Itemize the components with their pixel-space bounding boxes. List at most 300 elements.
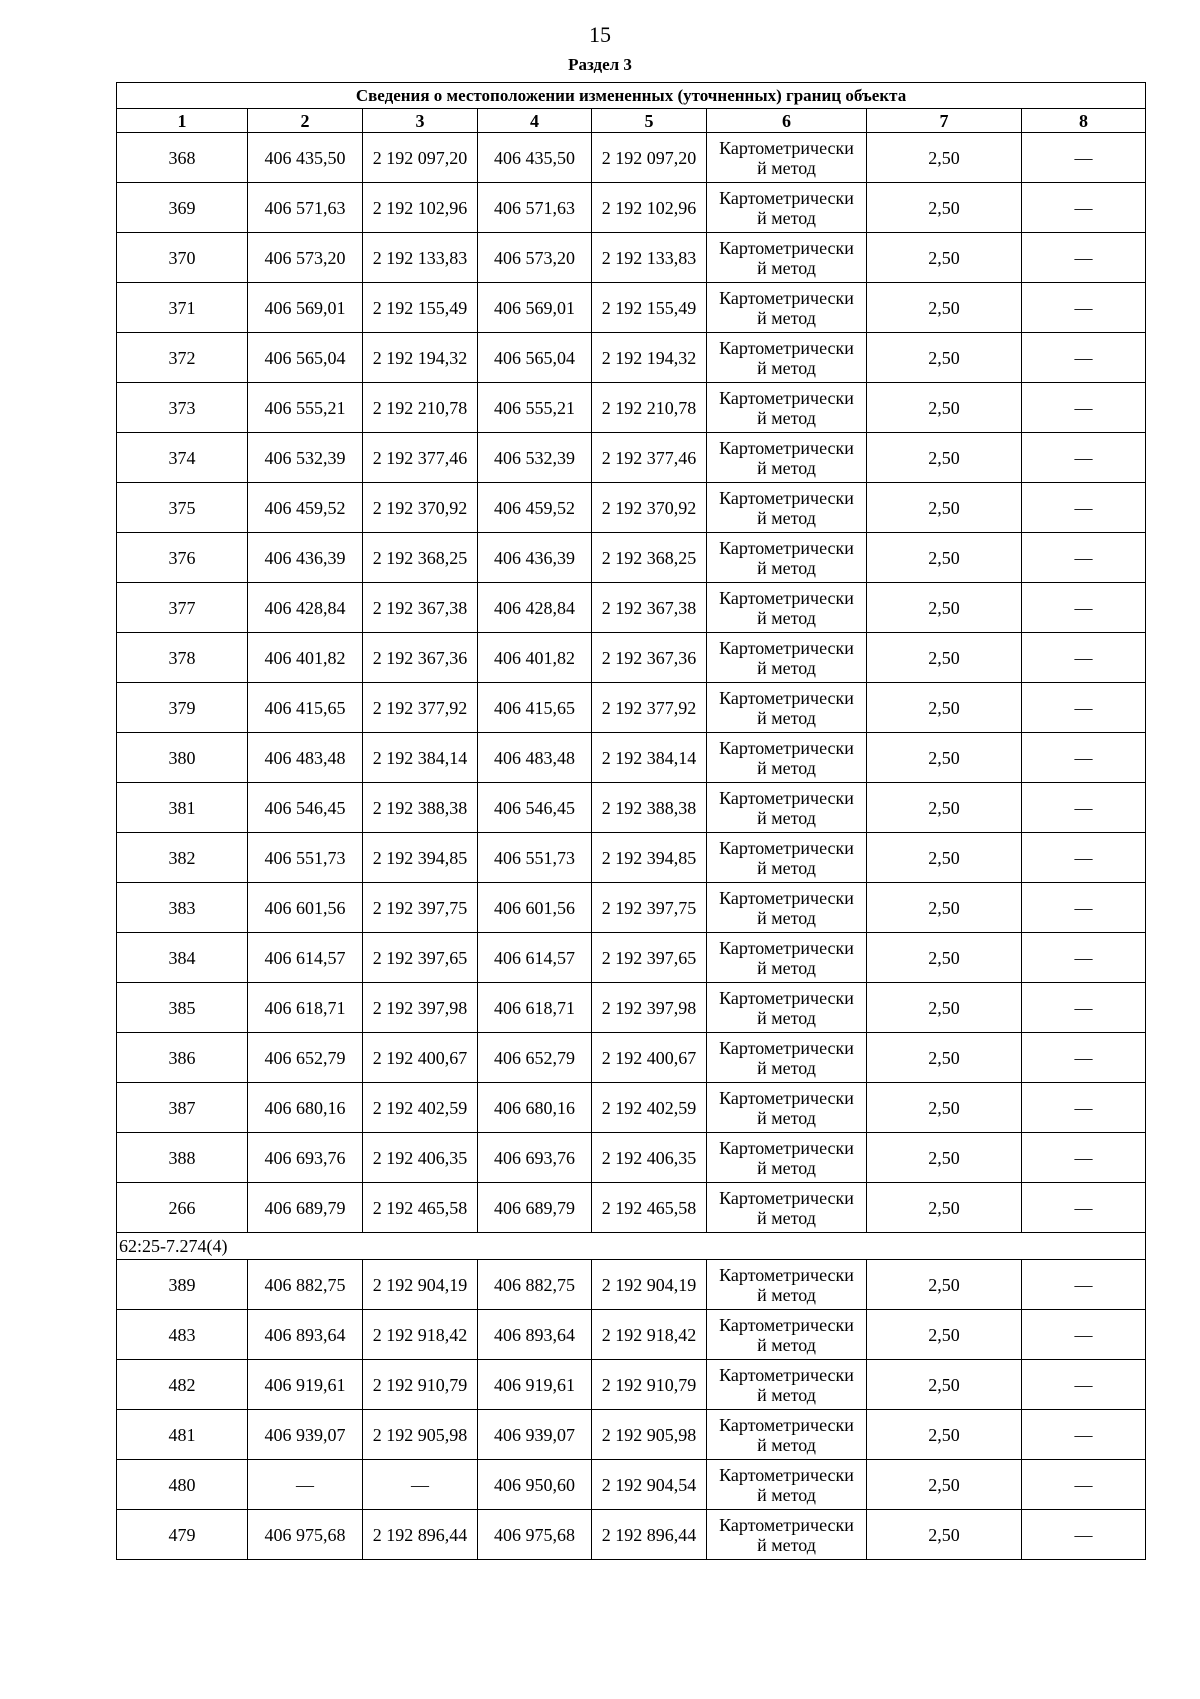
y-old-cell: 2 192 910,79 xyxy=(363,1360,478,1410)
y-old-cell: 2 192 367,36 xyxy=(363,633,478,683)
x-old-cell: 406 551,73 xyxy=(248,833,363,883)
table-row xyxy=(117,433,1146,483)
y-new-cell: 2 192 367,36 xyxy=(592,633,707,683)
x-old-cell: 406 483,48 xyxy=(248,733,363,783)
method-text-line1: Картометрически xyxy=(719,1464,854,1485)
method-text-line2: й метод xyxy=(757,157,816,178)
method-cell xyxy=(707,1033,867,1083)
accuracy-cell: 2,50 xyxy=(867,333,1022,383)
y-new-cell: 2 192 384,14 xyxy=(592,733,707,783)
note-cell: — xyxy=(1022,633,1146,683)
x-new-cell: 406 565,04 xyxy=(478,333,592,383)
method-text-line1: Картометрически xyxy=(719,487,854,508)
x-new-cell: 406 919,61 xyxy=(478,1360,592,1410)
method-text-line1: Картометрически xyxy=(719,1514,854,1535)
x-new-cell: 406 693,76 xyxy=(478,1133,592,1183)
method-text-line2: й метод xyxy=(757,1334,816,1355)
method-text-line2: й метод xyxy=(757,357,816,378)
table-title: Сведения о местоположении измененных (уточненных) границ объекта xyxy=(117,83,1146,109)
x-old-cell: 406 573,20 xyxy=(248,233,363,283)
accuracy-cell: 2,50 xyxy=(867,1360,1022,1410)
column-number: 5 xyxy=(592,109,707,133)
method-cell xyxy=(707,1410,867,1460)
point-cell: 383 xyxy=(117,883,248,933)
method-cell xyxy=(707,1360,867,1410)
method-text-line2: й метод xyxy=(757,957,816,978)
point-cell: 368 xyxy=(117,133,248,183)
group-label: 62:25-7.274(4) xyxy=(117,1233,1146,1260)
note-cell: — xyxy=(1022,1360,1146,1410)
table-row xyxy=(117,233,1146,283)
y-old-cell: 2 192 918,42 xyxy=(363,1310,478,1360)
method-text-line2: й метод xyxy=(757,607,816,628)
table-row xyxy=(117,183,1146,233)
y-old-cell: 2 192 368,25 xyxy=(363,533,478,583)
x-old-cell: 406 436,39 xyxy=(248,533,363,583)
table-row xyxy=(117,1310,1146,1360)
note-cell: — xyxy=(1022,1510,1146,1560)
y-old-cell: 2 192 102,96 xyxy=(363,183,478,233)
group-row xyxy=(117,1233,1146,1260)
x-new-cell: 406 401,82 xyxy=(478,633,592,683)
table-row xyxy=(117,583,1146,633)
method-text-line2: й метод xyxy=(757,407,816,428)
point-cell: 373 xyxy=(117,383,248,433)
accuracy-cell: 2,50 xyxy=(867,1510,1022,1560)
method-text-line1: Картометрически xyxy=(719,337,854,358)
note-cell: — xyxy=(1022,1460,1146,1510)
accuracy-cell: 2,50 xyxy=(867,133,1022,183)
method-text-line1: Картометрически xyxy=(719,837,854,858)
x-old-cell: 406 689,79 xyxy=(248,1183,363,1233)
note-cell: — xyxy=(1022,1083,1146,1133)
method-cell xyxy=(707,1460,867,1510)
method-text-line2: й метод xyxy=(757,857,816,878)
method-cell xyxy=(707,983,867,1033)
method-cell xyxy=(707,1083,867,1133)
y-new-cell: 2 192 367,38 xyxy=(592,583,707,633)
accuracy-cell: 2,50 xyxy=(867,1310,1022,1360)
method-cell xyxy=(707,183,867,233)
table-row xyxy=(117,533,1146,583)
page-number: 15 xyxy=(589,22,611,47)
table-row xyxy=(117,933,1146,983)
y-new-cell: 2 192 896,44 xyxy=(592,1510,707,1560)
method-cell xyxy=(707,833,867,883)
method-text-line2: й метод xyxy=(757,1007,816,1028)
x-new-cell: 406 614,57 xyxy=(478,933,592,983)
y-old-cell: 2 192 367,38 xyxy=(363,583,478,633)
x-new-cell: 406 680,16 xyxy=(478,1083,592,1133)
method-text-line1: Картометрически xyxy=(719,637,854,658)
method-text-line1: Картометрически xyxy=(719,1364,854,1385)
y-old-cell: — xyxy=(363,1460,478,1510)
method-text-line1: Картометрически xyxy=(719,1414,854,1435)
method-text-line2: й метод xyxy=(757,657,816,678)
x-new-cell: 406 618,71 xyxy=(478,983,592,1033)
method-cell xyxy=(707,933,867,983)
y-old-cell: 2 192 155,49 xyxy=(363,283,478,333)
y-old-cell: 2 192 397,98 xyxy=(363,983,478,1033)
accuracy-cell: 2,50 xyxy=(867,933,1022,983)
column-number: 1 xyxy=(117,109,248,133)
method-cell xyxy=(707,633,867,683)
x-new-cell: 406 652,79 xyxy=(478,1033,592,1083)
x-new-cell: 406 571,63 xyxy=(478,183,592,233)
note-cell: — xyxy=(1022,133,1146,183)
accuracy-cell: 2,50 xyxy=(867,433,1022,483)
table-row xyxy=(117,1510,1146,1560)
y-new-cell: 2 192 377,46 xyxy=(592,433,707,483)
point-cell: 370 xyxy=(117,233,248,283)
x-new-cell: 406 569,01 xyxy=(478,283,592,333)
x-new-cell: 406 436,39 xyxy=(478,533,592,583)
method-text-line1: Картометрически xyxy=(719,587,854,608)
x-old-cell: 406 555,21 xyxy=(248,383,363,433)
point-cell: 482 xyxy=(117,1360,248,1410)
table-row xyxy=(117,883,1146,933)
method-text-line1: Картометрически xyxy=(719,437,854,458)
method-cell xyxy=(707,733,867,783)
y-new-cell: 2 192 465,58 xyxy=(592,1183,707,1233)
y-old-cell: 2 192 377,92 xyxy=(363,683,478,733)
accuracy-cell: 2,50 xyxy=(867,883,1022,933)
y-old-cell: 2 192 896,44 xyxy=(363,1510,478,1560)
x-old-cell: 406 459,52 xyxy=(248,483,363,533)
x-old-cell: 406 415,65 xyxy=(248,683,363,733)
method-cell xyxy=(707,533,867,583)
accuracy-cell: 2,50 xyxy=(867,1410,1022,1460)
note-cell: — xyxy=(1022,733,1146,783)
note-cell: — xyxy=(1022,283,1146,333)
x-old-cell: 406 546,45 xyxy=(248,783,363,833)
point-cell: 389 xyxy=(117,1260,248,1310)
method-cell xyxy=(707,483,867,533)
y-new-cell: 2 192 397,75 xyxy=(592,883,707,933)
table-title-row xyxy=(117,83,1146,109)
note-cell: — xyxy=(1022,883,1146,933)
x-old-cell: 406 975,68 xyxy=(248,1510,363,1560)
note-cell: — xyxy=(1022,533,1146,583)
x-new-cell: 406 975,68 xyxy=(478,1510,592,1560)
accuracy-cell: 2,50 xyxy=(867,783,1022,833)
table-row xyxy=(117,633,1146,683)
x-old-cell: 406 401,82 xyxy=(248,633,363,683)
accuracy-cell: 2,50 xyxy=(867,183,1022,233)
method-text-line2: й метод xyxy=(757,707,816,728)
x-old-cell: — xyxy=(248,1460,363,1510)
x-old-cell: 406 569,01 xyxy=(248,283,363,333)
y-old-cell: 2 192 904,19 xyxy=(363,1260,478,1310)
note-cell: — xyxy=(1022,183,1146,233)
note-cell: — xyxy=(1022,483,1146,533)
method-text-line1: Картометрически xyxy=(719,937,854,958)
accuracy-cell: 2,50 xyxy=(867,1083,1022,1133)
method-cell xyxy=(707,1133,867,1183)
x-old-cell: 406 919,61 xyxy=(248,1360,363,1410)
method-text-line2: й метод xyxy=(757,757,816,778)
accuracy-cell: 2,50 xyxy=(867,683,1022,733)
note-cell: — xyxy=(1022,683,1146,733)
point-cell: 481 xyxy=(117,1410,248,1460)
method-cell xyxy=(707,333,867,383)
column-number: 8 xyxy=(1022,109,1146,133)
x-new-cell: 406 546,45 xyxy=(478,783,592,833)
note-cell: — xyxy=(1022,1260,1146,1310)
method-text-line1: Картометрически xyxy=(719,137,854,158)
method-text-line1: Картометрически xyxy=(719,237,854,258)
y-new-cell: 2 192 394,85 xyxy=(592,833,707,883)
method-text-line2: й метод xyxy=(757,1157,816,1178)
table-row xyxy=(117,283,1146,333)
table-body xyxy=(117,83,1146,1560)
note-cell: — xyxy=(1022,1310,1146,1360)
y-new-cell: 2 192 388,38 xyxy=(592,783,707,833)
x-new-cell: 406 483,48 xyxy=(478,733,592,783)
x-old-cell: 406 680,16 xyxy=(248,1083,363,1133)
point-cell: 379 xyxy=(117,683,248,733)
method-text-line2: й метод xyxy=(757,207,816,228)
point-cell: 266 xyxy=(117,1183,248,1233)
method-cell xyxy=(707,1183,867,1233)
y-old-cell: 2 192 905,98 xyxy=(363,1410,478,1460)
x-new-cell: 406 601,56 xyxy=(478,883,592,933)
column-number: 4 xyxy=(478,109,592,133)
table-row xyxy=(117,983,1146,1033)
method-text-line1: Картометрически xyxy=(719,1037,854,1058)
accuracy-cell: 2,50 xyxy=(867,383,1022,433)
table-row xyxy=(117,333,1146,383)
method-text-line2: й метод xyxy=(757,1207,816,1228)
point-cell: 371 xyxy=(117,283,248,333)
y-new-cell: 2 192 400,67 xyxy=(592,1033,707,1083)
point-cell: 375 xyxy=(117,483,248,533)
method-cell xyxy=(707,683,867,733)
x-old-cell: 406 614,57 xyxy=(248,933,363,983)
accuracy-cell: 2,50 xyxy=(867,983,1022,1033)
y-old-cell: 2 192 406,35 xyxy=(363,1133,478,1183)
x-new-cell: 406 573,20 xyxy=(478,233,592,283)
x-old-cell: 406 565,04 xyxy=(248,333,363,383)
x-old-cell: 406 571,63 xyxy=(248,183,363,233)
accuracy-cell: 2,50 xyxy=(867,233,1022,283)
table-row xyxy=(117,1033,1146,1083)
method-text-line1: Картометрически xyxy=(719,287,854,308)
y-new-cell: 2 192 406,35 xyxy=(592,1133,707,1183)
method-text-line2: й метод xyxy=(757,1484,816,1505)
method-cell xyxy=(707,383,867,433)
method-text-line2: й метод xyxy=(757,1107,816,1128)
method-text-line2: й метод xyxy=(757,507,816,528)
accuracy-cell: 2,50 xyxy=(867,1260,1022,1310)
y-old-cell: 2 192 397,65 xyxy=(363,933,478,983)
x-old-cell: 406 652,79 xyxy=(248,1033,363,1083)
y-old-cell: 2 192 400,67 xyxy=(363,1033,478,1083)
y-old-cell: 2 192 097,20 xyxy=(363,133,478,183)
method-cell xyxy=(707,433,867,483)
method-text-line1: Картометрически xyxy=(719,187,854,208)
method-cell xyxy=(707,783,867,833)
method-text-line1: Картометрически xyxy=(719,887,854,908)
x-new-cell: 406 555,21 xyxy=(478,383,592,433)
y-new-cell: 2 192 397,65 xyxy=(592,933,707,983)
x-new-cell: 406 893,64 xyxy=(478,1310,592,1360)
x-old-cell: 406 532,39 xyxy=(248,433,363,483)
note-cell: — xyxy=(1022,433,1146,483)
section-title: Раздел 3 xyxy=(568,55,632,74)
note-cell: — xyxy=(1022,383,1146,433)
note-cell: — xyxy=(1022,1133,1146,1183)
method-text-line1: Картометрически xyxy=(719,1087,854,1108)
y-old-cell: 2 192 133,83 xyxy=(363,233,478,283)
x-new-cell: 406 882,75 xyxy=(478,1260,592,1310)
point-cell: 388 xyxy=(117,1133,248,1183)
x-old-cell: 406 618,71 xyxy=(248,983,363,1033)
accuracy-cell: 2,50 xyxy=(867,1133,1022,1183)
point-cell: 479 xyxy=(117,1510,248,1560)
method-text-line1: Картометрически xyxy=(719,787,854,808)
x-old-cell: 406 693,76 xyxy=(248,1133,363,1183)
table-row xyxy=(117,483,1146,533)
note-cell: — xyxy=(1022,933,1146,983)
method-cell xyxy=(707,1310,867,1360)
x-new-cell: 406 415,65 xyxy=(478,683,592,733)
point-cell: 369 xyxy=(117,183,248,233)
x-old-cell: 406 435,50 xyxy=(248,133,363,183)
y-new-cell: 2 192 918,42 xyxy=(592,1310,707,1360)
y-new-cell: 2 192 194,32 xyxy=(592,333,707,383)
y-new-cell: 2 192 370,92 xyxy=(592,483,707,533)
point-cell: 374 xyxy=(117,433,248,483)
method-cell xyxy=(707,883,867,933)
point-cell: 378 xyxy=(117,633,248,683)
note-cell: — xyxy=(1022,233,1146,283)
table-row xyxy=(117,1460,1146,1510)
column-number: 2 xyxy=(248,109,363,133)
table-row xyxy=(117,383,1146,433)
y-old-cell: 2 192 384,14 xyxy=(363,733,478,783)
accuracy-cell: 2,50 xyxy=(867,1460,1022,1510)
accuracy-cell: 2,50 xyxy=(867,583,1022,633)
method-text-line1: Картометрически xyxy=(719,1314,854,1335)
accuracy-cell: 2,50 xyxy=(867,1033,1022,1083)
method-text-line1: Картометрически xyxy=(719,537,854,558)
note-cell: — xyxy=(1022,983,1146,1033)
method-text-line2: й метод xyxy=(757,807,816,828)
x-old-cell: 406 428,84 xyxy=(248,583,363,633)
accuracy-cell: 2,50 xyxy=(867,1183,1022,1233)
y-new-cell: 2 192 102,96 xyxy=(592,183,707,233)
note-cell: — xyxy=(1022,783,1146,833)
x-old-cell: 406 882,75 xyxy=(248,1260,363,1310)
method-cell xyxy=(707,233,867,283)
note-cell: — xyxy=(1022,1183,1146,1233)
method-text-line2: й метод xyxy=(757,907,816,928)
accuracy-cell: 2,50 xyxy=(867,483,1022,533)
y-new-cell: 2 192 368,25 xyxy=(592,533,707,583)
column-number: 3 xyxy=(363,109,478,133)
column-number: 6 xyxy=(707,109,867,133)
method-text-line2: й метод xyxy=(757,1384,816,1405)
point-cell: 480 xyxy=(117,1460,248,1510)
note-cell: — xyxy=(1022,833,1146,883)
x-new-cell: 406 551,73 xyxy=(478,833,592,883)
note-cell: — xyxy=(1022,333,1146,383)
note-cell: — xyxy=(1022,1410,1146,1460)
y-old-cell: 2 192 394,85 xyxy=(363,833,478,883)
point-cell: 377 xyxy=(117,583,248,633)
note-cell: — xyxy=(1022,1033,1146,1083)
y-old-cell: 2 192 397,75 xyxy=(363,883,478,933)
method-text-line2: й метод xyxy=(757,1284,816,1305)
y-old-cell: 2 192 465,58 xyxy=(363,1183,478,1233)
table-row xyxy=(117,1183,1146,1233)
method-text-line2: й метод xyxy=(757,307,816,328)
y-old-cell: 2 192 388,38 xyxy=(363,783,478,833)
y-new-cell: 2 192 097,20 xyxy=(592,133,707,183)
column-number-row xyxy=(117,109,1146,133)
y-old-cell: 2 192 377,46 xyxy=(363,433,478,483)
method-text-line1: Картометрически xyxy=(719,687,854,708)
y-new-cell: 2 192 377,92 xyxy=(592,683,707,733)
note-cell: — xyxy=(1022,583,1146,633)
table-row xyxy=(117,1260,1146,1310)
y-new-cell: 2 192 402,59 xyxy=(592,1083,707,1133)
accuracy-cell: 2,50 xyxy=(867,833,1022,883)
x-new-cell: 406 435,50 xyxy=(478,133,592,183)
method-cell xyxy=(707,583,867,633)
point-cell: 387 xyxy=(117,1083,248,1133)
x-new-cell: 406 939,07 xyxy=(478,1410,592,1460)
y-new-cell: 2 192 155,49 xyxy=(592,283,707,333)
method-text-line2: й метод xyxy=(757,557,816,578)
y-new-cell: 2 192 210,78 xyxy=(592,383,707,433)
y-old-cell: 2 192 194,32 xyxy=(363,333,478,383)
method-text-line1: Картометрически xyxy=(719,737,854,758)
accuracy-cell: 2,50 xyxy=(867,533,1022,583)
x-new-cell: 406 532,39 xyxy=(478,433,592,483)
table-row xyxy=(117,1360,1146,1410)
x-old-cell: 406 939,07 xyxy=(248,1410,363,1460)
x-new-cell: 406 950,60 xyxy=(478,1460,592,1510)
y-new-cell: 2 192 904,54 xyxy=(592,1460,707,1510)
method-text-line2: й метод xyxy=(757,1534,816,1555)
table-row xyxy=(117,133,1146,183)
table-row xyxy=(117,1410,1146,1460)
method-text-line1: Картометрически xyxy=(719,1187,854,1208)
x-old-cell: 406 893,64 xyxy=(248,1310,363,1360)
table-row xyxy=(117,683,1146,733)
y-old-cell: 2 192 210,78 xyxy=(363,383,478,433)
point-cell: 385 xyxy=(117,983,248,1033)
method-cell xyxy=(707,1510,867,1560)
table-row xyxy=(117,833,1146,883)
y-new-cell: 2 192 905,98 xyxy=(592,1410,707,1460)
y-old-cell: 2 192 402,59 xyxy=(363,1083,478,1133)
method-text-line1: Картометрически xyxy=(719,1264,854,1285)
coordinates-table xyxy=(116,82,1146,1560)
point-cell: 372 xyxy=(117,333,248,383)
point-cell: 483 xyxy=(117,1310,248,1360)
method-text-line2: й метод xyxy=(757,257,816,278)
method-text-line2: й метод xyxy=(757,457,816,478)
method-text-line1: Картометрически xyxy=(719,987,854,1008)
point-cell: 380 xyxy=(117,733,248,783)
accuracy-cell: 2,50 xyxy=(867,633,1022,683)
y-new-cell: 2 192 904,19 xyxy=(592,1260,707,1310)
point-cell: 382 xyxy=(117,833,248,883)
method-cell xyxy=(707,133,867,183)
